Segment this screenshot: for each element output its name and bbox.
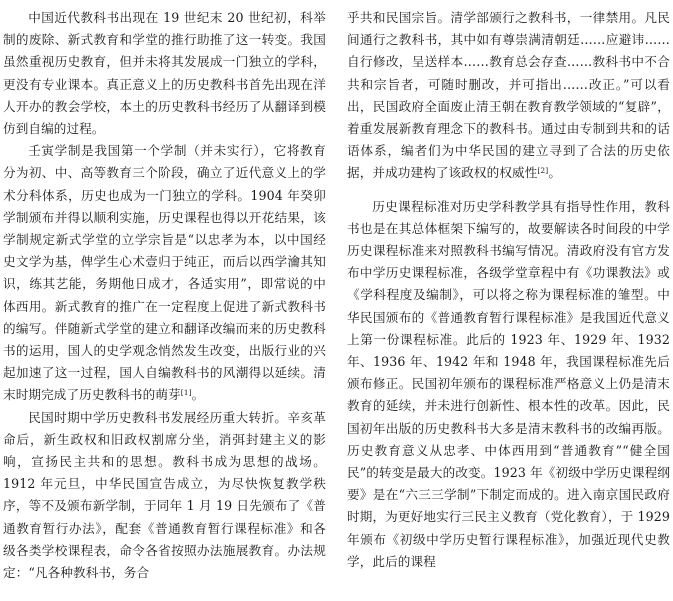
citation-ref: [2]	[537, 166, 549, 176]
paragraph	[3, 7, 326, 140]
left-column	[3, 7, 326, 584]
right-column	[347, 7, 670, 573]
paragraph-text: 历史课程标准对历史学科教学具有指导性作用，教科书也是在其总体框架下编写的，故要解读各时间段的中学历史课程标准来对照教科书编写情况。清政府没有官方发布中学历史课程标准，各级学堂章程中有《功课教法》或《学科程度及编制》，可以将之称为课程标准的雏型。中华民国颁布的《普通教育暂行课程标准》是我国近代意义上第一份课程标准。此后的 1923 年、1929 年、1932 年、1936 年、1942 年和 1948 年，我国课程标准先后颁布修正。民国初年颁布的课程标准严格意义上仍是清末教育的延续，并未进行创新性、根本性的改革。因此，民国初年出版的历史教科书大多是清末教科书的改编再版。历史教育意义从忠孝、中体西用到“普通教育”“健全国民”的转变是最大的改变。1923 年《初级中学历史课程纲要》是在“六三三学制”下制定而成的。进入南京国民政府时期，为更好地实行三民主义教育（党化教育），于 1929 年颁布《初级中学历史暂行课程标准》，加强近现代史教学，此后的课程	[347, 198, 670, 569]
paragraph-text: 。	[548, 165, 562, 181]
paragraph	[347, 7, 670, 185]
citation-ref: [1]	[180, 388, 192, 398]
paragraph	[347, 196, 670, 573]
paragraph	[3, 140, 326, 406]
paragraph-text: 乎共和民国宗旨。清学部颁行之教科书，一律禁用。凡民间通行之教科书，其中如有尊崇满清朝廷……应避讳……自行修改，呈送样本……教育总会存查……教科书中不合共和宗旨者，可随时删改，并可指出……改正。”可以看出，民国政府全面废止清王朝在教育教学领域的“复辟”，着重发展新教育理念下的教科书。通过由专制到共和的话语体系，编者们为中华民国的建立寻到了合法的历史依据，并成功建构了该政权的权威性	[347, 10, 670, 181]
paragraph-text: 民国时期中学历史教科书发展经历重大转折。辛亥革命后，新生政权和旧政权割席分坐，消弭封建主义的影响，宣扬民主共和的思想。教科书成为思想的战场。1912 年元旦，中华民国宣告成立，为尽快恢复教学秩序，等不及颁布新学制，于同年 1 月 19 日先颁布了《普通教育暂行办法》，配套《普通教育暂行课程标准》和各级各类学校课程表，命令各省按照办法施展教育。办法规定：“凡各种教科书，务合	[3, 409, 326, 581]
paragraph-text: 壬寅学制是我国第一个学制（并未实行），它将教育分为初、中、高等教育三个阶段，确立了近代意义上的学术分科体系，历史也成为一门独立的学科。1904 年癸卯学制颁布并得以顺利实施，历史课程也得以开花结果，该学制规定新式学堂的立学宗旨是“以忠孝为本，以中国经史文学为基，俾学生心术壹归于纯正，而后以西学瀹其知识，练其艺能，务期他日成才，各适实用”，即常说的中体西用。新式教育的推广在一定程度上促进了新式教科书的编写。伴随新式学堂的建立和翻译改编而来的历史教科书的运用，国人的史学观念悄然发生改变，出版行业的兴起加速了这一过程，国人自编教科书的风潮得以延续。清末时期完成了历史教科书的萌芽	[3, 143, 326, 403]
paragraph-text: 中国近代教科书出现在 19 世纪末 20 世纪初，科举制的废除、新式教育和学堂的推行助推了这一转变。我国虽然重视历史教育，但并未将其发展成一门独立的学科，更没有专业课本。真正意义上的历史教科书首先出现在洋人开办的教会学校，本土的历史教科书经历了从翻译到模仿到自编的过程。	[3, 10, 326, 137]
paragraph	[3, 407, 326, 585]
paragraph-text: 。	[191, 387, 205, 403]
